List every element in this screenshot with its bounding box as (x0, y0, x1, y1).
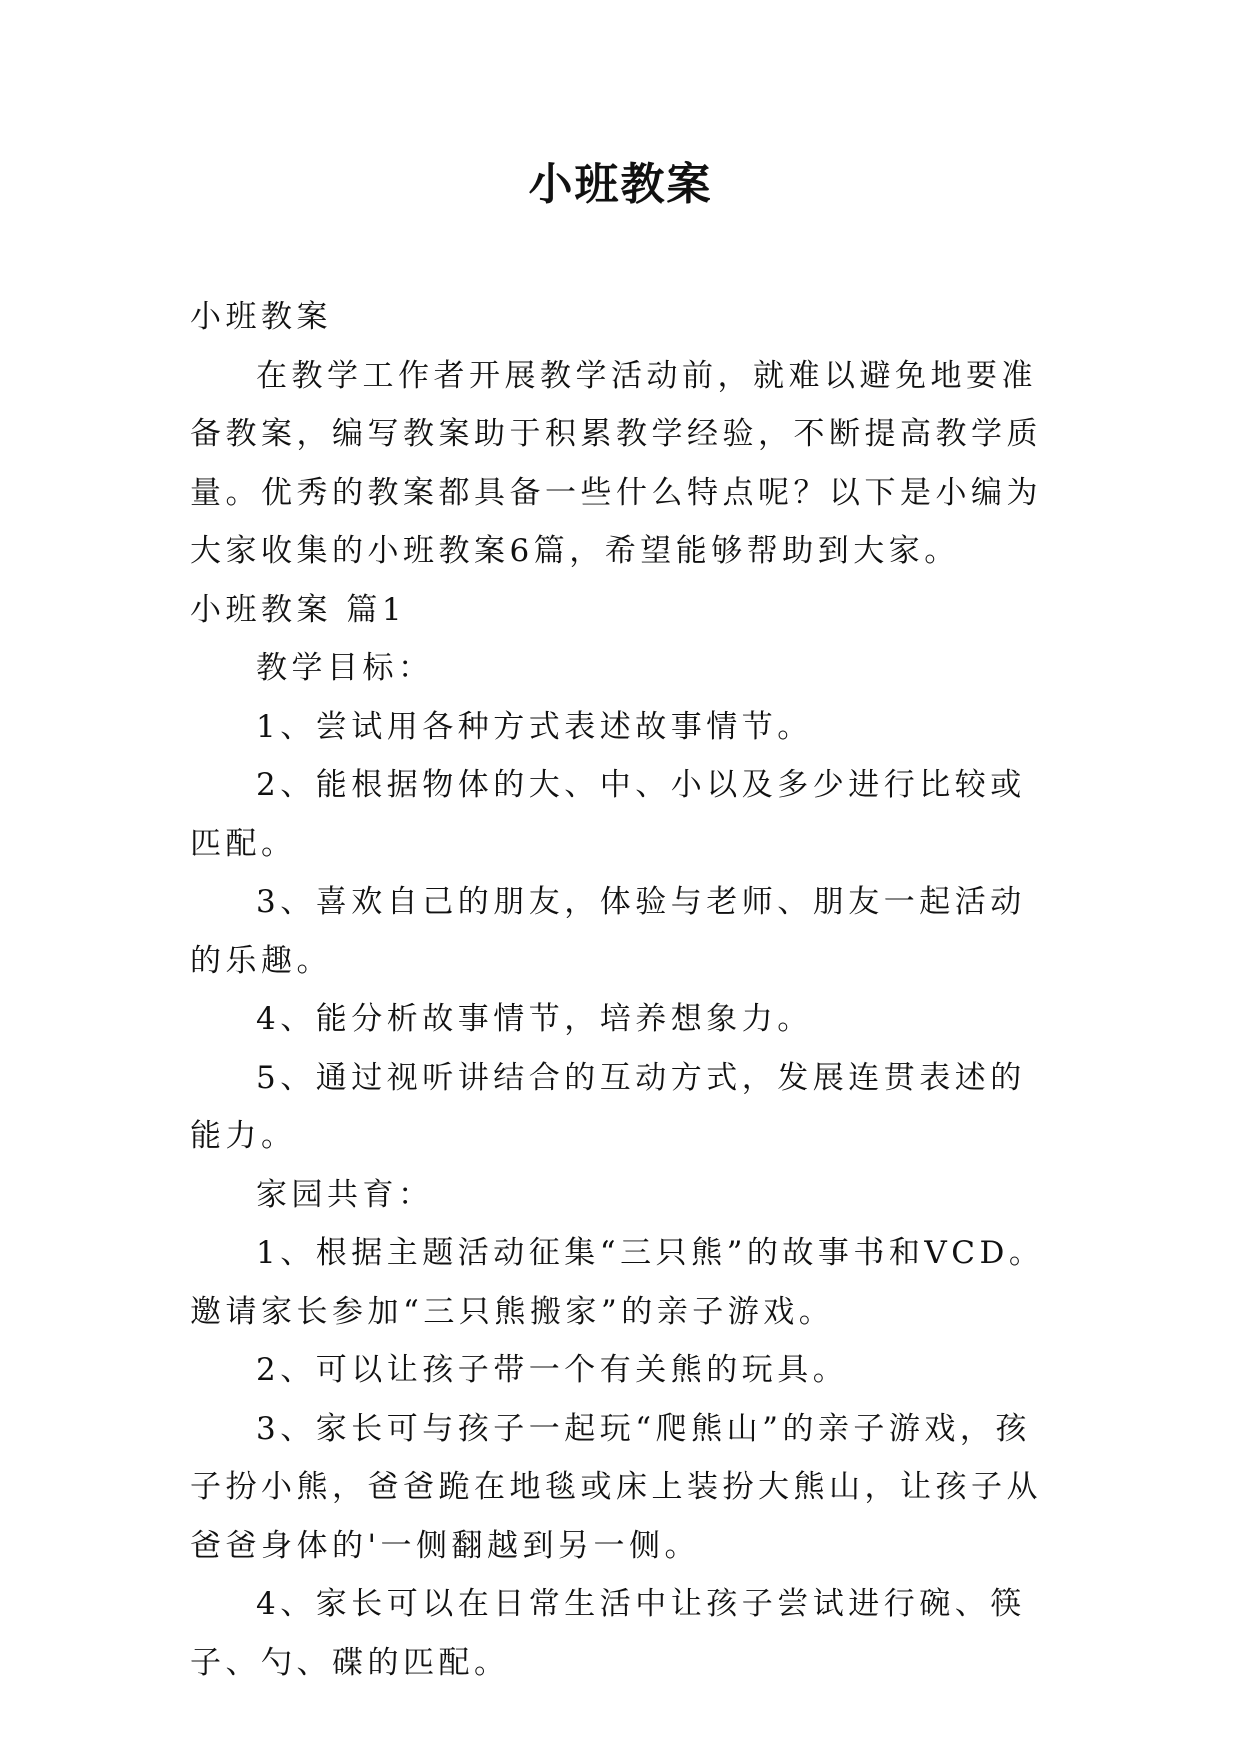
document-title: 小班教案 (528, 159, 713, 210)
goal-item: 4、能分析故事情节，培养想象力。 (256, 1001, 813, 1037)
goal-item: 2、能根据物体的大、中、小以及多少进行比较或匹配。 (190, 767, 1026, 862)
home-heading: 家园共育： (256, 1176, 434, 1213)
goals-heading: 教学目标： (256, 650, 434, 686)
intro-paragraph: 在教学工作者开展教学活动前，就难以避免地要准备教案，编写教案助于积累教学经验，不断提高教学质量。优秀的教案都具备一些什么特点呢？以下是小编为大家收集的小班教案6篇，希望能够帮助到大家。 (190, 357, 1042, 569)
goal-item: 3、喜欢自己的朋友，体验与老师、朋友一起活动的乐趣。 (190, 884, 1026, 979)
goal-item: 1、尝试用各种方式表述故事情节。 (256, 708, 813, 745)
section-heading: 小班教案 篇1 (190, 591, 407, 628)
home-item: 2、可以让孩子带一个有关熊的玩具。 (256, 1352, 849, 1388)
home-item: 3、家长可与孩子一起玩“爬熊山”的亲子游戏，孩子扮小熊，爸爸跪在地毯或床上装扮大熊山，让孩子从爸爸身体的'一侧翻越到另一侧。 (190, 1410, 1042, 1564)
goal-item: 5、通过视听讲结合的互动方式，发展连贯表述的能力。 (190, 1059, 1026, 1154)
home-item: 4、家长可以在日常生活中让孩子尝试进行碗、筷子、勺、碟的匹配。 (190, 1586, 1026, 1681)
home-item: 1、根据主题活动征集“三只熊”的故事书和VCD。邀请家长参加“三只熊搬家”的亲子游戏。 (190, 1235, 1045, 1330)
document-body (190, 288, 1060, 1692)
subtitle: 小班教案 (190, 299, 332, 335)
